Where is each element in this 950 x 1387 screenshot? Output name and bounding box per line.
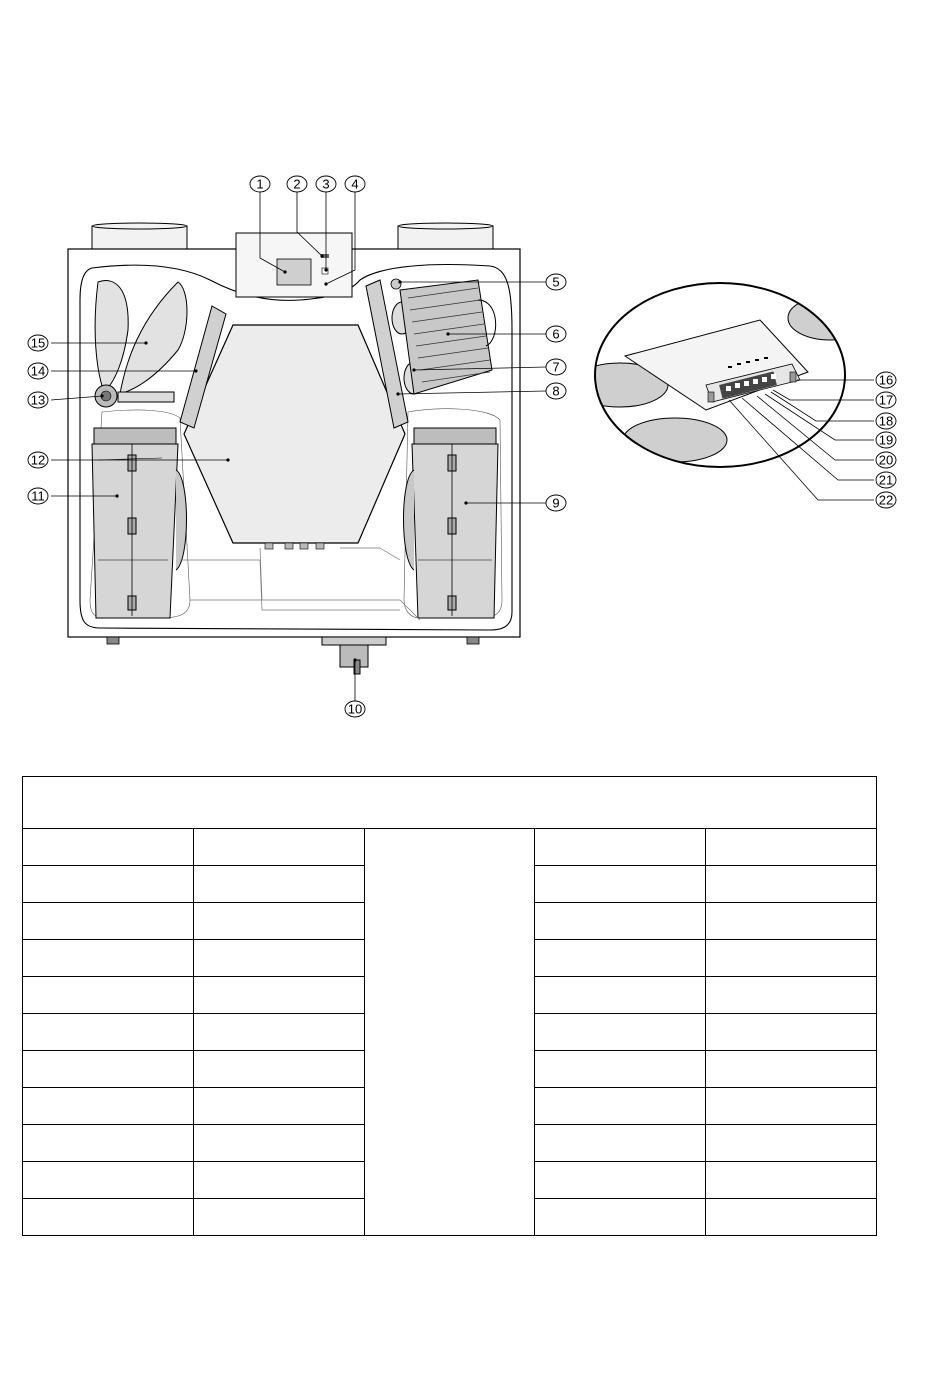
legend-gap xyxy=(364,940,535,977)
callout-3 xyxy=(316,176,336,192)
legend-row xyxy=(23,866,877,903)
callout-14 xyxy=(28,363,48,379)
callout-17 xyxy=(876,392,896,408)
callout-22 xyxy=(876,492,896,508)
legend-left-number xyxy=(23,903,194,940)
legend-left-number xyxy=(23,1014,194,1051)
legend-right-number xyxy=(535,1014,706,1051)
callout-label: 2 xyxy=(293,176,301,192)
legend-left-number xyxy=(23,977,194,1014)
legend-gap xyxy=(364,1088,535,1125)
legend-right-number xyxy=(535,1125,706,1162)
legend-left-number xyxy=(23,1125,194,1162)
callout-15 xyxy=(28,335,48,351)
legend-row xyxy=(23,1199,877,1236)
legend-right-number xyxy=(535,1051,706,1088)
callout-label: 8 xyxy=(552,383,560,399)
legend-right-number xyxy=(535,940,706,977)
legend-left-label xyxy=(193,1051,364,1088)
callout-11 xyxy=(28,488,48,504)
legend-row xyxy=(23,829,877,866)
feet xyxy=(107,637,479,644)
legend-gap xyxy=(364,903,535,940)
legend-row xyxy=(23,1088,877,1125)
callout-label: 12 xyxy=(30,452,46,468)
legend-row xyxy=(23,1162,877,1199)
legend-left-label xyxy=(193,977,364,1014)
callout-label: 7 xyxy=(552,359,560,375)
legend-gap xyxy=(364,1199,535,1236)
legend-left-number xyxy=(23,940,194,977)
callout-label: 9 xyxy=(552,495,560,511)
callout-10 xyxy=(345,701,365,717)
callout-1 xyxy=(250,176,270,192)
legend-right-label xyxy=(706,1088,877,1125)
legend-row xyxy=(23,1051,877,1088)
legend-right-label xyxy=(706,903,877,940)
callout-8 xyxy=(546,383,566,399)
legend-title xyxy=(23,777,877,829)
legend-left-label xyxy=(193,1199,364,1236)
legend-right-number xyxy=(535,977,706,1014)
legend-left-number xyxy=(23,1199,194,1236)
callout-19 xyxy=(876,432,896,448)
legend-gap xyxy=(364,866,535,903)
legend-left-label xyxy=(193,829,364,866)
legend-row xyxy=(23,977,877,1014)
legend-gap xyxy=(364,1162,535,1199)
callout-label: 13 xyxy=(30,392,46,408)
legend-right-label xyxy=(706,829,877,866)
legend-right-label xyxy=(706,940,877,977)
callout-label: 17 xyxy=(878,392,894,408)
callout-20 xyxy=(876,452,896,468)
legend-right-label xyxy=(706,1125,877,1162)
legend-left-number xyxy=(23,1088,194,1125)
legend-left-number xyxy=(23,866,194,903)
legend-row xyxy=(23,940,877,977)
legend-right-label xyxy=(706,1162,877,1199)
callout-label: 20 xyxy=(878,452,894,468)
legend-left-number xyxy=(23,1051,194,1088)
legend-right-number xyxy=(535,903,706,940)
callout-16 xyxy=(876,372,896,388)
legend-left-label xyxy=(193,1162,364,1199)
callout-label: 21 xyxy=(878,472,894,488)
callout-label: 18 xyxy=(878,413,894,429)
legend-right-label xyxy=(706,866,877,903)
callout-12 xyxy=(28,452,48,468)
legend-right-number xyxy=(535,1199,706,1236)
callout-label: 4 xyxy=(351,176,359,192)
callout-13 xyxy=(28,392,48,408)
legend-left-number xyxy=(23,829,194,866)
legend-gap xyxy=(364,977,535,1014)
legend-right-label xyxy=(706,1199,877,1236)
legend-right-label xyxy=(706,1014,877,1051)
callout-6 xyxy=(546,326,566,342)
legend-right-number xyxy=(535,829,706,866)
legend-left-label xyxy=(193,1125,364,1162)
legend-right-number xyxy=(535,1162,706,1199)
callout-label: 19 xyxy=(878,432,894,448)
callout-label: 10 xyxy=(347,701,363,717)
legend-gap xyxy=(364,829,535,866)
legend-body xyxy=(23,829,877,1236)
callout-2 xyxy=(287,176,307,192)
legend-row xyxy=(23,1125,877,1162)
legend-right-number xyxy=(535,1088,706,1125)
legend-left-label xyxy=(193,940,364,977)
legend-table xyxy=(22,776,877,1236)
legend-right-number xyxy=(535,866,706,903)
callout-21 xyxy=(876,472,896,488)
callout-label: 11 xyxy=(31,488,45,504)
callout-label: 16 xyxy=(878,372,894,388)
legend-gap xyxy=(364,1014,535,1051)
legend-row xyxy=(23,903,877,940)
callout-label: 22 xyxy=(878,492,894,508)
legend-right-label xyxy=(706,977,877,1014)
legend-left-label xyxy=(193,1088,364,1125)
condensate-drain xyxy=(322,637,386,674)
legend-gap xyxy=(364,1125,535,1162)
callout-18 xyxy=(876,413,896,429)
callout-label: 6 xyxy=(552,326,560,342)
fan-right xyxy=(404,428,499,618)
legend-left-label xyxy=(193,1014,364,1051)
callout-label: 15 xyxy=(30,335,46,351)
legend-left-number xyxy=(23,1162,194,1199)
callout-7 xyxy=(546,359,566,375)
legend-gap xyxy=(364,1051,535,1088)
callout-label: 5 xyxy=(552,274,560,290)
callout-label: 3 xyxy=(322,176,330,192)
callout-label: 1 xyxy=(256,176,264,192)
callout-9 xyxy=(546,495,566,511)
legend-right-label xyxy=(706,1051,877,1088)
legend-left-label xyxy=(193,866,364,903)
legend-left-label xyxy=(193,903,364,940)
callout-label: 14 xyxy=(30,363,46,379)
callout-4 xyxy=(345,176,365,192)
control-panel xyxy=(236,233,352,297)
callout-5 xyxy=(546,274,566,290)
legend-row xyxy=(23,1014,877,1051)
